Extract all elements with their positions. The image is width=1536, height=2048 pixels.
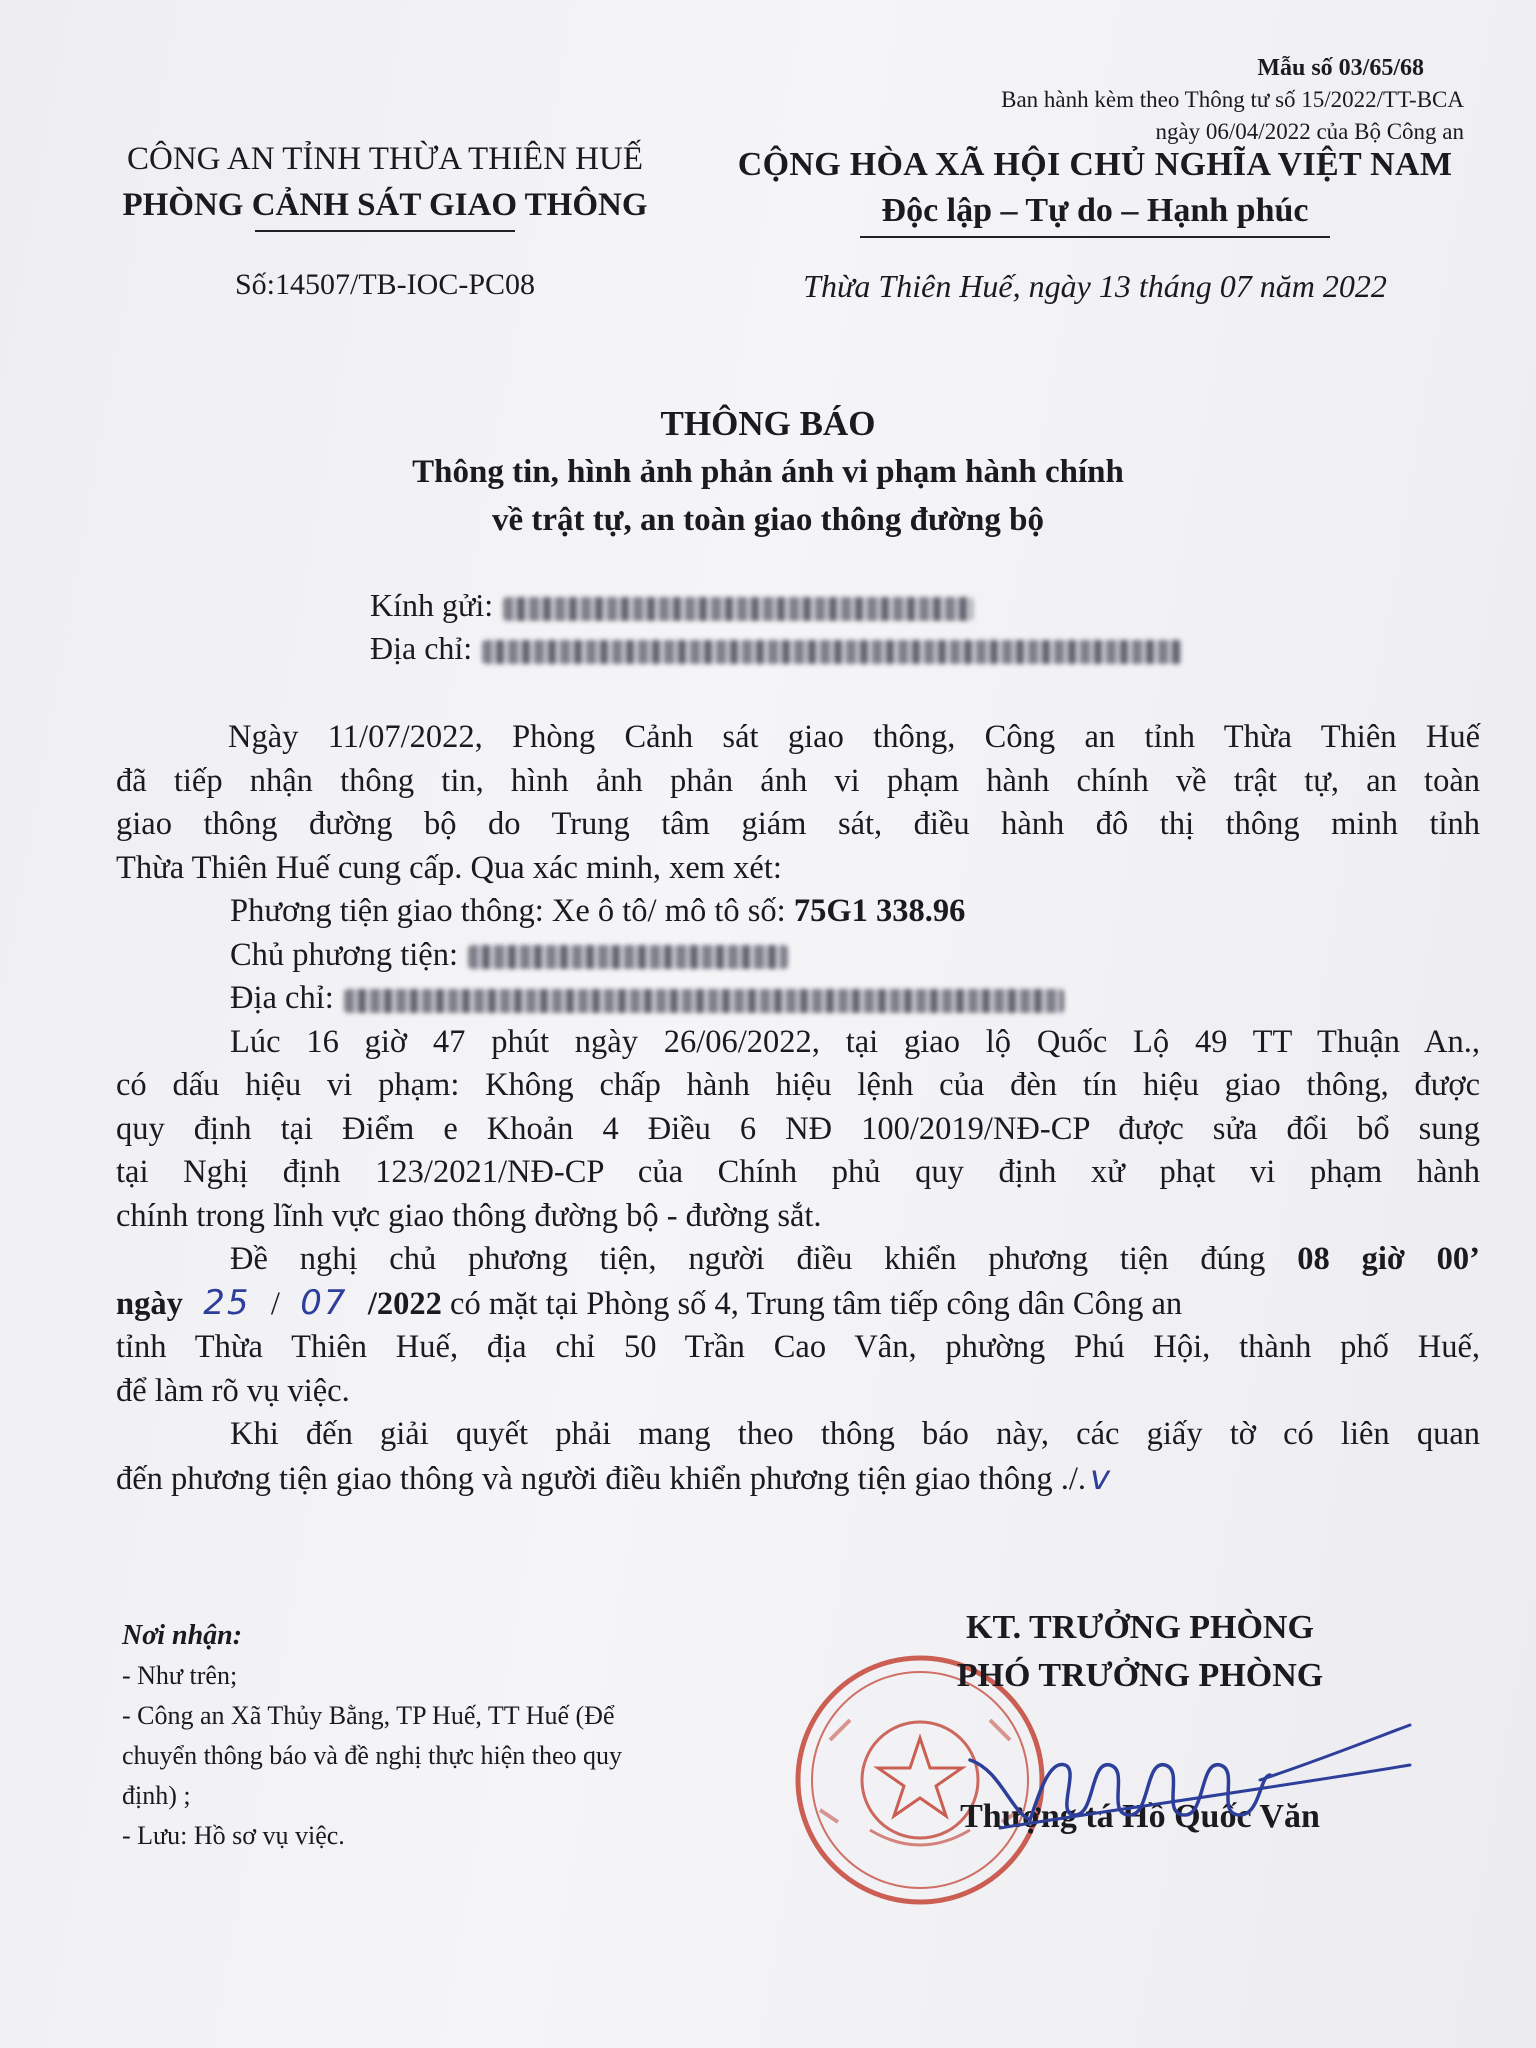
body-line: đã tiếp nhận thông tin, hình ảnh phản ánh vi phạm hành chính về trật tự, an toàn bbox=[116, 762, 1480, 799]
recipients-item: - Lưu: Hồ sơ vụ việc. bbox=[122, 1821, 345, 1850]
body-line: tỉnh Thừa Thiên Huế, địa chỉ 50 Trần Cao Vân, phường Phú Hội, thành phố Huế, bbox=[116, 1329, 1480, 1365]
issuing-agency bbox=[80, 136, 690, 302]
address-label: Địa chỉ: bbox=[370, 630, 473, 666]
signer-name: Thượng tá Hồ Quốc Văn bbox=[960, 1798, 1320, 1835]
owner-label: Chủ phương tiện: bbox=[230, 936, 458, 973]
appointment-text: Đề nghị chủ phương tiện, người điều khiển phương tiện đúng bbox=[230, 1241, 1298, 1277]
agency-line1: CÔNG AN TỈNH THỪA THIÊN HUẾ bbox=[126, 141, 643, 177]
redacted-owner bbox=[468, 945, 788, 969]
agency-line2: PHÒNG CẢNH SÁT GIAO THÔNG bbox=[122, 187, 648, 223]
handwritten-day: 25 bbox=[203, 1282, 251, 1323]
form-code: Mẫu số 03/65/68 bbox=[1257, 55, 1424, 81]
nation-motto: Độc lập – Tự do – Hạnh phúc bbox=[881, 192, 1309, 229]
closing-text: đến phương tiện giao thông và người điều khiển phương tiện giao thông ./. bbox=[116, 1460, 1087, 1497]
body-line: quy định tại Điểm e Khoản 4 Điều 6 NĐ 100/2019/NĐ-CP được sửa đổi bổ sung bbox=[116, 1110, 1480, 1147]
closing-line bbox=[116, 1457, 1480, 1502]
motto-underline bbox=[860, 236, 1330, 238]
body-line: chính trong lĩnh vực giao thông đường bộ - đường sắt. bbox=[116, 1197, 822, 1234]
recipient-address bbox=[370, 627, 1182, 670]
recipients-item: định) ; bbox=[122, 1781, 191, 1810]
handwritten-month: 07 bbox=[300, 1282, 348, 1323]
body-line: giao thông đường bộ do Trung tâm giám sát, điều hành đô thị thông minh tỉnh bbox=[116, 806, 1480, 842]
form-issued-date: ngày 06/04/2022 của Bộ Công an bbox=[1155, 119, 1464, 144]
form-reference bbox=[1001, 52, 1464, 148]
national-header bbox=[715, 142, 1475, 305]
redacted-owner-address bbox=[344, 989, 1064, 1013]
place-date: Thừa Thiên Huế, ngày 13 tháng 07 năm 2022 bbox=[803, 268, 1387, 304]
owner-line bbox=[116, 934, 1480, 978]
appointment-year: /2022 bbox=[367, 1285, 442, 1322]
recipients-list bbox=[122, 1616, 762, 1856]
handwritten-signature-icon bbox=[960, 1720, 1420, 1830]
redacted-name bbox=[503, 597, 973, 621]
notice-title bbox=[0, 400, 1536, 544]
recipient-block bbox=[370, 584, 1182, 670]
signer-title2: PHÓ TRƯỞNG PHÒNG bbox=[956, 1657, 1324, 1694]
owner-address-line bbox=[116, 977, 1480, 1021]
body-line: Ngày 11/07/2022, Phòng Cảnh sát giao thông, Công an tỉnh Thừa Thiên Huế bbox=[228, 719, 1480, 755]
agency-underline bbox=[255, 230, 515, 232]
form-issued-with: Ban hành kèm theo Thông tư số 15/2022/TT-BCA bbox=[1001, 87, 1464, 112]
body-line: Khi đến giải quyết phải mang theo thông báo này, các giấy tờ có liên quan bbox=[230, 1416, 1480, 1452]
recipients-item: - Như trên; bbox=[122, 1661, 238, 1690]
to-label: Kính gửi: bbox=[370, 587, 494, 623]
body-line: Thừa Thiên Huế cung cấp. Qua xác minh, xem xét: bbox=[116, 849, 782, 886]
signer-title1: KT. TRƯỞNG PHÒNG bbox=[966, 1609, 1314, 1646]
nation-line1: CỘNG HÒA XÃ HỘI CHỦ NGHĨA VIỆT NAM bbox=[737, 146, 1453, 183]
vehicle-line bbox=[116, 890, 1480, 934]
body-line: để làm rõ vụ việc. bbox=[116, 1372, 350, 1409]
body-line: Lúc 16 giờ 47 phút ngày 26/06/2022, tại giao lộ Quốc Lộ 49 TT Thuận An., bbox=[230, 1023, 1480, 1060]
recipients-heading: Nơi nhận: bbox=[122, 1620, 243, 1651]
vehicle-label: Phương tiện giao thông: Xe ô tô/ mô tô số: bbox=[230, 893, 794, 929]
owner-address-label: Địa chỉ: bbox=[230, 980, 334, 1016]
body-line: có dấu hiệu vi phạm: Không chấp hành hiệu lệnh của đèn tín hiệu giao thông, được bbox=[116, 1067, 1480, 1103]
handwritten-mark: v bbox=[1090, 1457, 1113, 1498]
recipients-item: chuyển thông báo và đề nghị thực hiện theo quy bbox=[122, 1741, 623, 1770]
appointment-date-line bbox=[116, 1282, 1480, 1327]
appointment-place: có mặt tại Phòng số 4, Trung tâm tiếp công dân Công an bbox=[441, 1285, 1183, 1322]
notice-body bbox=[116, 716, 1480, 1501]
recipient-to bbox=[370, 584, 1182, 627]
title-main: THÔNG BÁO bbox=[660, 404, 876, 443]
body-line: tại Nghị định 123/2021/NĐ-CP của Chính phủ quy định xử phạt vi phạm hành bbox=[116, 1154, 1480, 1190]
recipients-item: - Công an Xã Thủy Bằng, TP Huế, TT Huế (Để bbox=[122, 1701, 615, 1730]
title-sub2: về trật tự, an toàn giao thông đường bộ bbox=[491, 502, 1044, 538]
redacted-address bbox=[482, 640, 1182, 664]
day-label: ngày bbox=[116, 1285, 183, 1322]
date-separator: / bbox=[270, 1285, 280, 1322]
appointment-line bbox=[116, 1238, 1480, 1282]
appointment-time: 08 giờ 00’ bbox=[1297, 1241, 1480, 1277]
vehicle-plate: 75G1 338.96 bbox=[793, 893, 966, 929]
doc-number: Số:14507/TB-IOC-PC08 bbox=[234, 268, 536, 301]
title-sub1: Thông tin, hình ảnh phản ánh vi phạm hành chính bbox=[412, 454, 1124, 490]
